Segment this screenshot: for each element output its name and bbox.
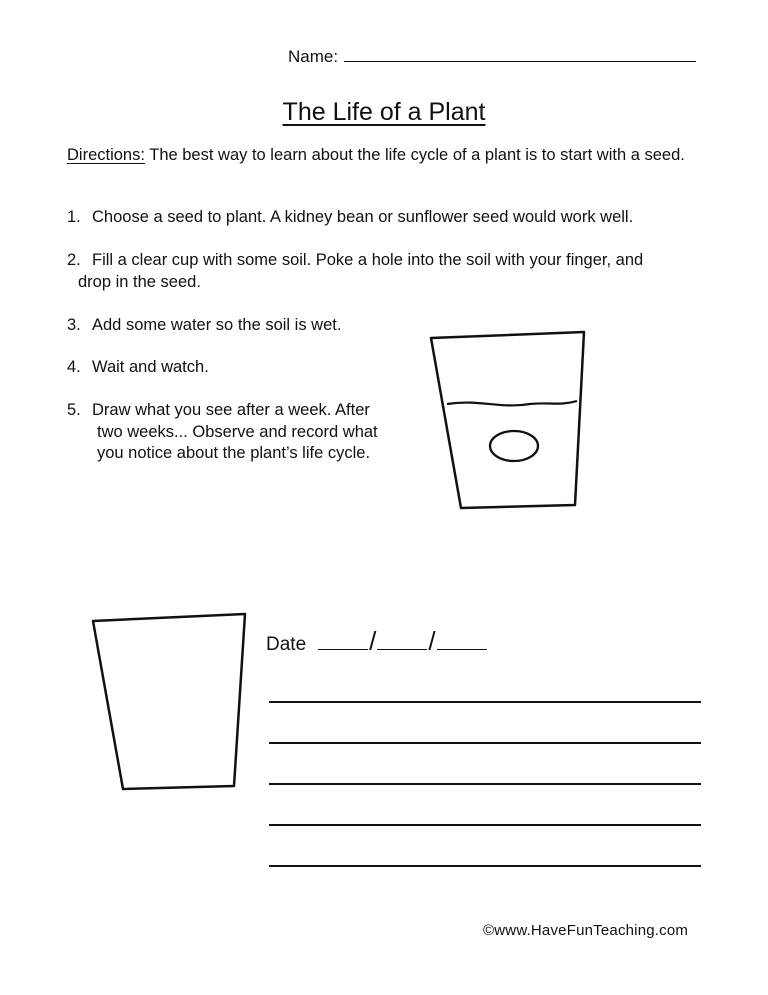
- step-number: 4.: [67, 358, 81, 376]
- step-text: Add some water so the soil is wet.: [92, 316, 342, 334]
- step-number: 2.: [67, 251, 81, 269]
- step-text-continued: you notice about the plant’s life cycle.: [97, 444, 371, 462]
- step-text: Fill a clear cup with some soil. Poke a hole into the soil with your finger, and: [92, 251, 644, 269]
- directions-label: Directions:: [67, 146, 145, 164]
- empty-cup-icon[interactable]: [93, 614, 245, 789]
- directions-text: The best way to learn about the life cycle of a plant is to start with a seed.: [144, 146, 685, 164]
- writing-line[interactable]: [269, 742, 701, 744]
- step-text: Choose a seed to plant. A kidney bean or sunflower seed would work well.: [92, 208, 634, 226]
- writing-line[interactable]: [269, 824, 701, 826]
- date-label: Date: [266, 634, 307, 655]
- step-number: 1.: [67, 208, 81, 226]
- name-label: Name:: [288, 47, 339, 66]
- step-text-continued: drop in the seed.: [78, 272, 201, 291]
- date-separator: /: [369, 626, 377, 656]
- writing-line[interactable]: [269, 783, 701, 785]
- step-number: 5.: [67, 401, 81, 419]
- footer-credit: ©www.HaveFunTeaching.com: [483, 922, 689, 939]
- date-field[interactable]: [266, 626, 487, 657]
- step-number: 3.: [67, 316, 81, 334]
- writing-line[interactable]: [269, 701, 701, 703]
- page-title: The Life of a Plant: [282, 98, 486, 126]
- writing-line[interactable]: [269, 865, 701, 867]
- date-year-blank[interactable]: [437, 633, 487, 650]
- date-day-blank[interactable]: [377, 633, 427, 650]
- step-text: Wait and watch.: [92, 358, 209, 376]
- step-text-continued: two weeks... Observe and record what: [97, 422, 378, 441]
- date-separator: /: [428, 626, 436, 656]
- step-text: Draw what you see after a week. After: [92, 401, 370, 419]
- cup-with-soil-and-seed-icon: [431, 332, 584, 508]
- date-month-blank[interactable]: [318, 633, 368, 650]
